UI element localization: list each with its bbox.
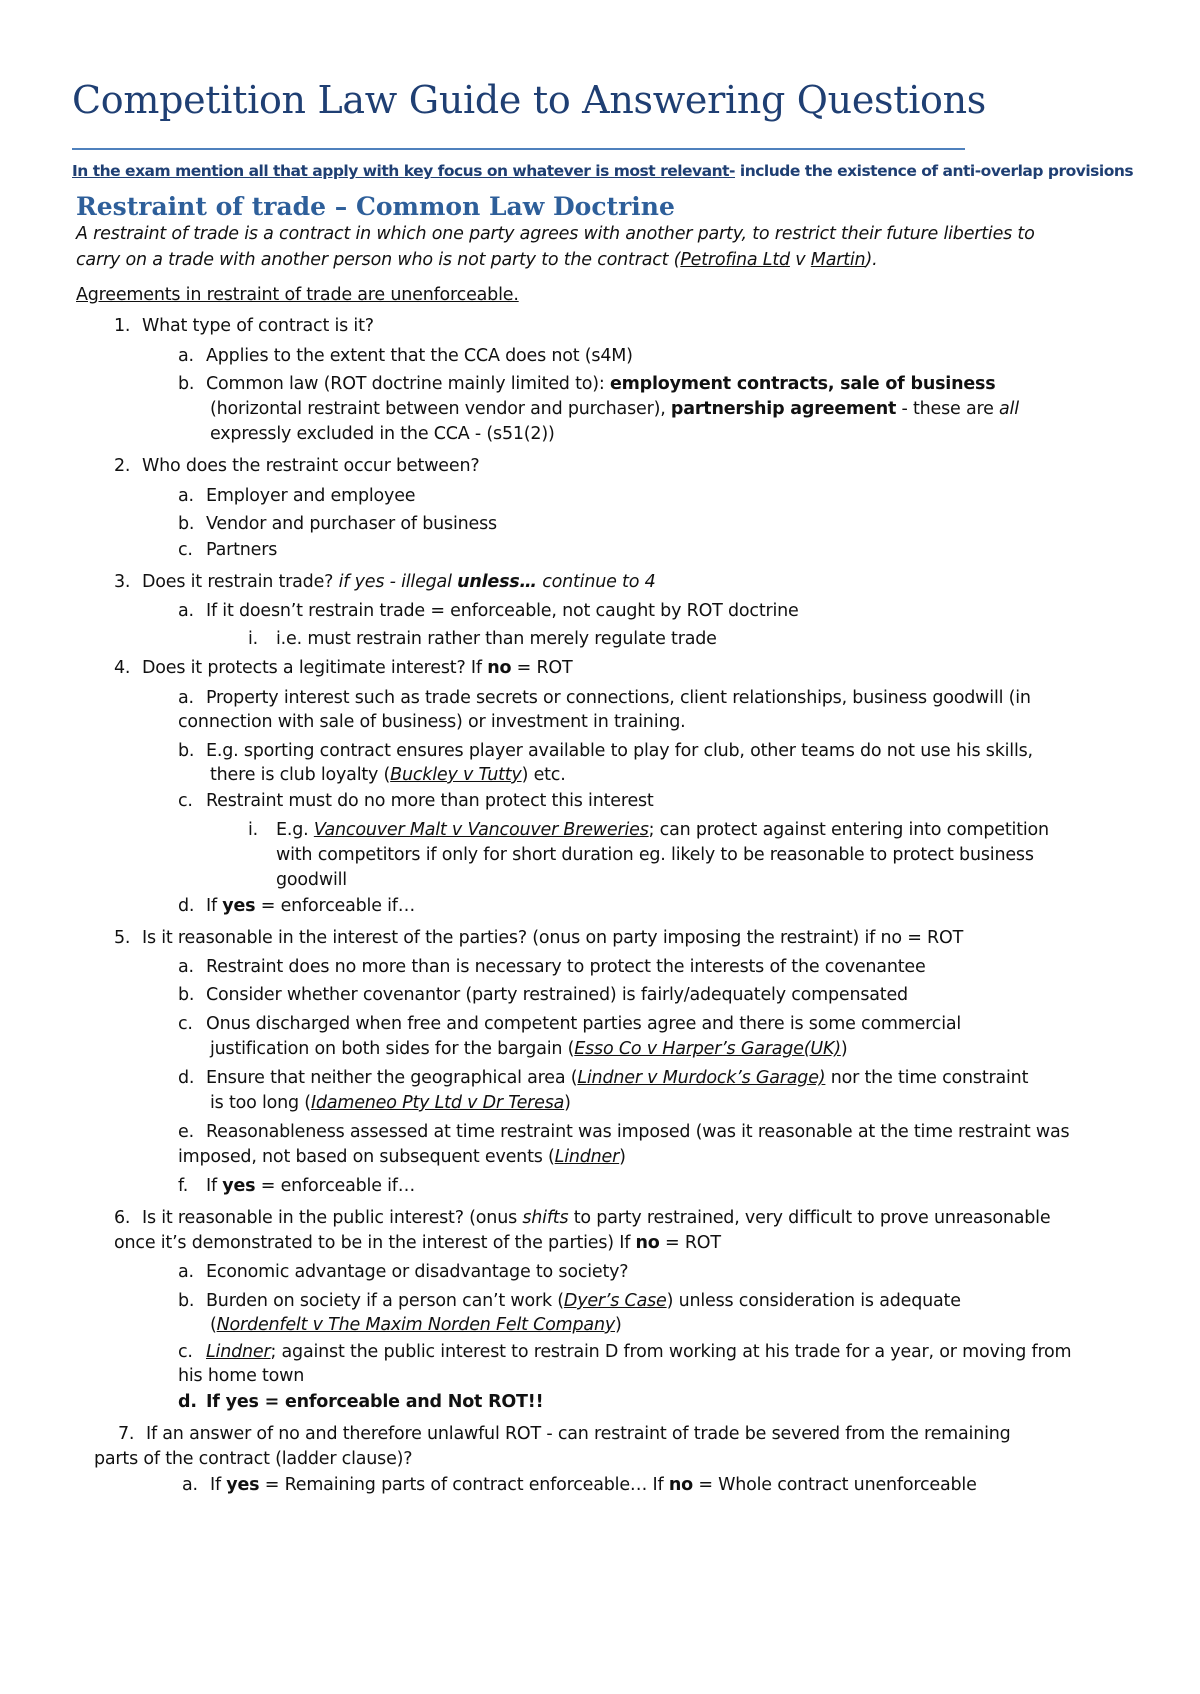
step-4c-i: i. E.g. Vancouver Malt v Vancouver Breweries; can protect against entering into competition xyxy=(248,820,1049,840)
step-4a: a. Property interest such as trade secrets or connections, client relationships, business goodwill (in xyxy=(178,688,1031,708)
definition-line-1: A restraint of trade is a contract in which one party agrees with another party, to restrict their future liberties to xyxy=(76,224,1035,244)
step-5d: d. Ensure that neither the geographical area (Lindner v Murdock’s Garage) nor the time constraint xyxy=(178,1068,1029,1088)
step-6b: b. Burden on society if a person can’t work (Dyer’s Case) unless consideration is adequate xyxy=(178,1291,961,1311)
step-4c-i-line3: goodwill xyxy=(276,870,347,890)
step-6d: d. If yes = enforceable and Not ROT!! xyxy=(178,1392,544,1412)
step-6c: c. Lindner; against the public interest to restrain D from working at his trade for a year, or moving from xyxy=(178,1342,1072,1362)
case-lindner-2: Lindner xyxy=(206,1342,271,1362)
step-2a: a. Employer and employee xyxy=(178,486,416,506)
step-4c-i-line2: with competitors if only for short duration eg. likely to be reasonable to protect business xyxy=(276,845,1034,865)
step-2b: b. Vendor and purchaser of business xyxy=(178,514,497,534)
step-4c: c. Restraint must do no more than protect this interest xyxy=(178,791,654,811)
step-3a-i: i. i.e. must restrain rather than merely regulate trade xyxy=(248,629,717,649)
step-6: 6. Is it reasonable in the public interest? (onus shifts to party restrained, very difficult to prove unreasonable xyxy=(114,1208,1051,1228)
step-4d: d. If yes = enforceable if… xyxy=(178,896,416,916)
step-1b: b. Common law (ROT doctrine mainly limited to): employment contracts, sale of business xyxy=(178,374,996,394)
step-4a-line2: connection with sale of business) or investment in training. xyxy=(178,712,686,732)
case-vancouver: Vancouver Malt v Vancouver Breweries xyxy=(313,820,649,840)
case-dyers: Dyer’s Case xyxy=(563,1291,667,1311)
step-3a: a. If it doesn’t restrain trade = enforceable, not caught by ROT doctrine xyxy=(178,601,799,621)
case-buckley: Buckley v Tutty xyxy=(390,765,522,785)
step-5a: a. Restraint does no more than is necessary to protect the interests of the covenantee xyxy=(178,957,926,977)
step-4b-line2: there is club loyalty (Buckley v Tutty) etc. xyxy=(210,765,566,785)
step-2c: c. Partners xyxy=(178,540,278,560)
step-1: 1. What type of contract is it? xyxy=(114,316,374,336)
page-title: Competition Law Guide to Answering Questions xyxy=(72,78,986,122)
case-nordenfelt: Nordenfelt v The Maxim Norden Felt Company xyxy=(216,1315,615,1335)
exam-note xyxy=(72,162,1133,180)
case-esso: Esso Co v Harper’s Garage(UK) xyxy=(574,1039,841,1059)
definition-line-2: carry on a trade with another person who is not party to the contract (Petrofina Ltd v Martin). xyxy=(76,250,878,270)
exam-note-underlined: In the exam mention all that apply with key focus on whatever is most relevant- xyxy=(72,162,735,180)
step-7: 7. If an answer of no and therefore unlawful ROT - can restraint of trade be severed from the remaining xyxy=(118,1424,1011,1444)
step-7-line2: parts of the contract (ladder clause)? xyxy=(94,1449,413,1469)
agreements-unenforceable: Agreements in restraint of trade are unenforceable. xyxy=(76,285,519,305)
step-2: 2. Who does the restraint occur between? xyxy=(114,456,480,476)
step-5c: c. Onus discharged when free and competent parties agree and there is some commercial xyxy=(178,1014,962,1034)
step-3: 3. Does it restrain trade? if yes - illegal unless… continue to 4 xyxy=(114,572,656,592)
step-1b-line2: (horizontal restraint between vendor and purchaser), partnership agreement - these are all xyxy=(210,399,1019,419)
exam-note-rest: include the existence of anti-overlap provisions xyxy=(735,162,1134,180)
case-lindner: Lindner xyxy=(554,1147,620,1167)
step-7a: a. If yes = Remaining parts of contract enforceable… If no = Whole contract unenforceable xyxy=(182,1475,977,1495)
case-idameneo: Idameneo Pty Ltd v Dr Teresa xyxy=(310,1093,565,1113)
case-lindner-murdock: Lindner v Murdock’s Garage) xyxy=(577,1068,826,1088)
step-5b: b. Consider whether covenantor (party restrained) is fairly/adequately compensated xyxy=(178,985,908,1005)
step-1a: a. Applies to the extent that the CCA does not (s4M) xyxy=(178,346,633,366)
step-6b-line2: (Nordenfelt v The Maxim Norden Felt Company) xyxy=(210,1315,622,1335)
section-heading: Restraint of trade – Common Law Doctrine xyxy=(76,192,675,221)
step-5f: f. If yes = enforceable if… xyxy=(178,1176,416,1196)
case-martin: Martin xyxy=(810,250,866,270)
step-4b: b. E.g. sporting contract ensures player available to play for club, other teams do not use his skills, xyxy=(178,741,1033,761)
step-4: 4. Does it protects a legitimate interest? If no = ROT xyxy=(114,658,573,678)
step-6-line2: once it’s demonstrated to be in the interest of the parties) If no = ROT xyxy=(114,1233,721,1253)
step-6c-line2: his home town xyxy=(178,1366,305,1386)
title-underline-rule xyxy=(72,148,965,150)
step-5e-line2: imposed, not based on subsequent events (Lindner) xyxy=(178,1147,626,1167)
step-6a: a. Economic advantage or disadvantage to society? xyxy=(178,1262,629,1282)
case-petrofina: Petrofina Ltd xyxy=(680,250,790,270)
step-5d-line2: is too long (Idameneo Pty Ltd v Dr Teresa) xyxy=(210,1093,571,1113)
step-5c-line2: justification on both sides for the bargain (Esso Co v Harper’s Garage(UK)) xyxy=(210,1039,848,1059)
step-5e: e. Reasonableness assessed at time restraint was imposed (was it reasonable at the time restraint was xyxy=(178,1122,1070,1142)
step-1b-line3: expressly excluded in the CCA - (s51(2)) xyxy=(210,424,555,444)
step-5: 5. Is it reasonable in the interest of the parties? (onus on party imposing the restraint) if no = ROT xyxy=(114,928,964,948)
